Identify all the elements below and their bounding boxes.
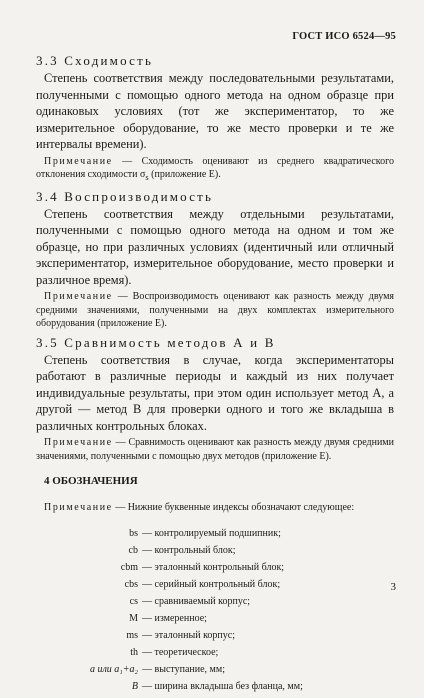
note-tail: (приложение Е).	[148, 169, 221, 180]
symbol-description: — сравниваемый корпус;	[142, 596, 251, 607]
symbol: a или a₁+a₂	[89, 664, 138, 675]
symbol-list	[36, 528, 394, 698]
section-3-4-text: Степень соответствия между отдельными результатами, полученными с помощью одного метода на одном и том же образце, но при различных условиях (идентичный или отличный экспериментатор, измерительное оборудование, место проверки и различное время).	[36, 206, 394, 287]
note-text: — Сходимость оценивают из среднего квадратического отклонения сходимости σ	[36, 155, 394, 180]
symbol-row	[36, 647, 394, 664]
symbol-row	[36, 579, 394, 596]
section-3-5-note	[36, 436, 394, 463]
section-3-4-note	[36, 290, 394, 331]
note-label: Примечание	[44, 502, 113, 513]
symbol-description: — контролируемый подшипник;	[142, 528, 281, 539]
section-3-3-title: 3.3 Сходимость	[36, 53, 154, 68]
note-subscript: s	[145, 173, 149, 182]
symbol: M	[129, 613, 138, 624]
symbol: cb	[128, 545, 138, 556]
section-3-3-text: Степень соответствия между последовательными результатами, полученными с помощью одного метода на одном образце при одинаковых условиях (тот же экспериментатор, то же измерительное оборудование, то же место проверки и те же интервалы времени).	[36, 71, 394, 151]
section-3-3-note	[36, 155, 394, 185]
symbol-row	[36, 681, 394, 698]
symbol-row	[36, 562, 394, 579]
note-label: Примечание	[44, 291, 113, 302]
symbol: bs	[129, 528, 138, 539]
standard-header: ГОСТ ИСО 6524—95	[292, 31, 396, 42]
symbol: B	[131, 681, 138, 692]
section-4-title: 4 ОБОЗНАЧЕНИЯ	[44, 475, 138, 487]
symbol-description: — эталонный корпус;	[142, 630, 235, 641]
section-3-4-title: 3.4 Воспроизводимость	[36, 188, 214, 204]
section-3-5-title: 3.5 Сравнимость методов А и В	[36, 334, 276, 350]
symbol: cs	[129, 596, 138, 607]
symbol-description: — серийный контрольный блок;	[142, 579, 281, 590]
symbol-row	[36, 528, 394, 545]
symbol: cbm	[120, 562, 138, 573]
symbol-description: — эталонный контрольный блок;	[142, 562, 285, 573]
section-3-5-text: Степень соответствия в случае, когда экспериментаторы работают в различные периоды и каждый из них получает индивидуальные результаты, при этом один использует метод А, а другой — метод В для проверки одного и того же вкладыша в различных контрольных блоках.	[36, 352, 394, 433]
note-label: Примечание	[44, 437, 113, 448]
symbol-description: — теоретическое;	[142, 647, 219, 658]
symbol: ms	[126, 630, 138, 641]
section-4-note	[44, 502, 394, 513]
symbol-row	[36, 596, 394, 613]
symbol-row	[36, 545, 394, 562]
page-content	[36, 53, 394, 698]
symbol-row	[36, 630, 394, 647]
symbol: th	[130, 647, 138, 658]
symbol-description: — контрольный блок;	[142, 545, 236, 556]
symbol-description: — выступание, мм;	[142, 664, 225, 675]
page-number: 3	[390, 581, 396, 593]
note-text: — Нижние буквенные индексы обозначают следующее:	[112, 502, 355, 513]
note-text: — Воспроизводимость оценивают как разность между двумя средними значениями, полученными на двух комплектах измерительного оборудования (приложение Е).	[36, 291, 394, 329]
symbol-row	[36, 613, 394, 630]
note-text: — Сравнимость оценивают как разность между двумя средними значениями, полученными с помощью двух методов (приложение Е).	[36, 437, 394, 462]
symbol: cbs	[124, 579, 138, 590]
note-label: Примечание	[44, 155, 113, 167]
symbol-description: — измеренное;	[142, 613, 207, 624]
symbol-description: — ширина вкладыша без фланца, мм;	[142, 681, 303, 692]
symbol-row	[36, 664, 394, 681]
